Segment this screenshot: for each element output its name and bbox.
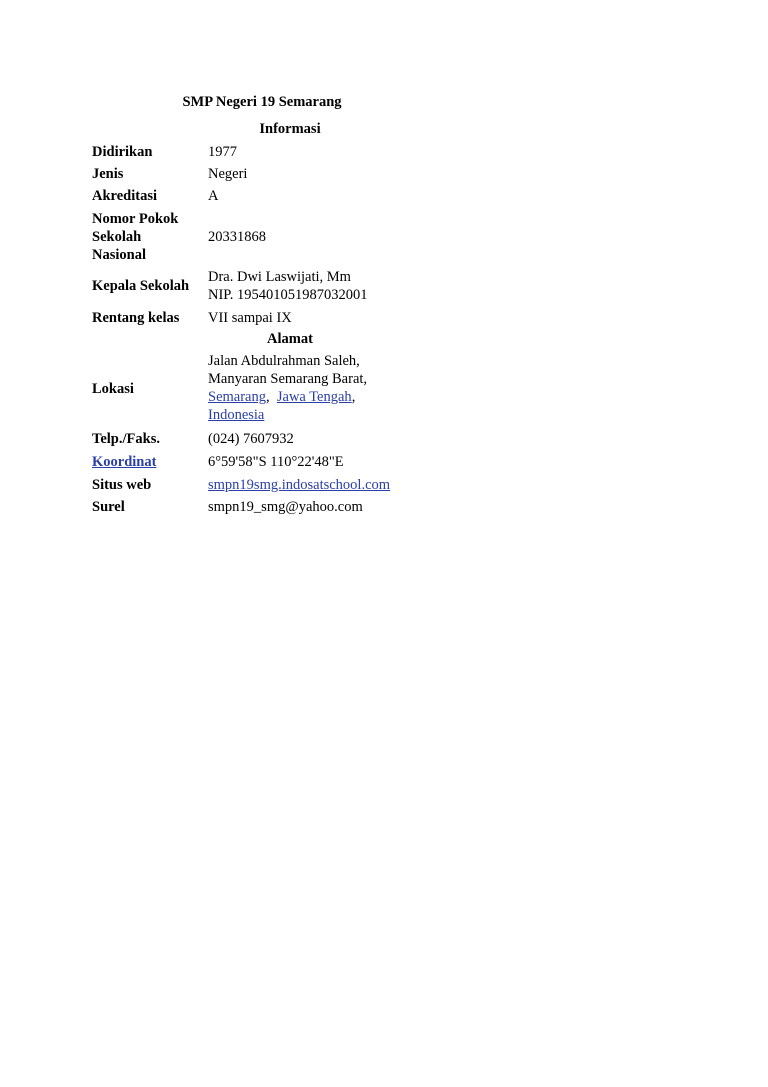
koordinat-link[interactable]: Koordinat (92, 454, 157, 470)
label-line: Sekolah (92, 229, 142, 245)
row-label: Didirikan (92, 144, 153, 160)
row-value: A (208, 188, 219, 204)
page-title: SMP Negeri 19 Semarang (182, 94, 342, 110)
row-value: 20331868 (208, 229, 266, 245)
address-line: Manyaran Semarang Barat, (208, 371, 368, 387)
row-label (92, 210, 204, 264)
row-value: smpn19_smg@yahoo.com (208, 499, 363, 515)
address-line: Jalan Abdulrahman Saleh, (208, 353, 360, 369)
separator: , (351, 389, 356, 405)
link-jawa-tengah[interactable]: Jawa Tengah (276, 389, 352, 405)
link-semarang[interactable]: Semarang (208, 389, 266, 405)
row-label: Rentang kelas (92, 310, 180, 326)
website-link[interactable]: smpn19smg.indosatschool.com (208, 477, 391, 493)
section-heading-alamat: Alamat (267, 331, 313, 347)
value-line: NIP. 195401051987032001 (208, 287, 368, 303)
row-label: Jenis (92, 166, 124, 182)
row-label: Situs web (92, 477, 152, 493)
row-label: Kepala Sekolah (92, 278, 190, 294)
row-value (208, 268, 438, 304)
row-label: Lokasi (92, 381, 134, 397)
value-line: Dra. Dwi Laswijati, Mm (208, 269, 351, 285)
link-indonesia[interactable]: Indonesia (208, 407, 265, 423)
row-label: Telp./Faks. (92, 431, 160, 447)
row-value: (024) 7607932 (208, 431, 294, 447)
row-value: Negeri (208, 166, 248, 182)
row-value (208, 476, 438, 494)
separator: , (265, 389, 270, 405)
section-heading-informasi: Informasi (259, 121, 321, 137)
row-value: VII sampai IX (208, 310, 292, 326)
row-label: Surel (92, 499, 125, 515)
address-links-line (208, 388, 438, 406)
row-value (208, 352, 438, 424)
label-line: Nomor Pokok (92, 211, 179, 227)
row-label: Akreditasi (92, 188, 157, 204)
label-line: Nasional (92, 247, 146, 263)
address-link-line (208, 406, 438, 424)
row-value: 1977 (208, 144, 237, 160)
row-value: 6°59'58"S 110°22'48"E (208, 454, 344, 470)
